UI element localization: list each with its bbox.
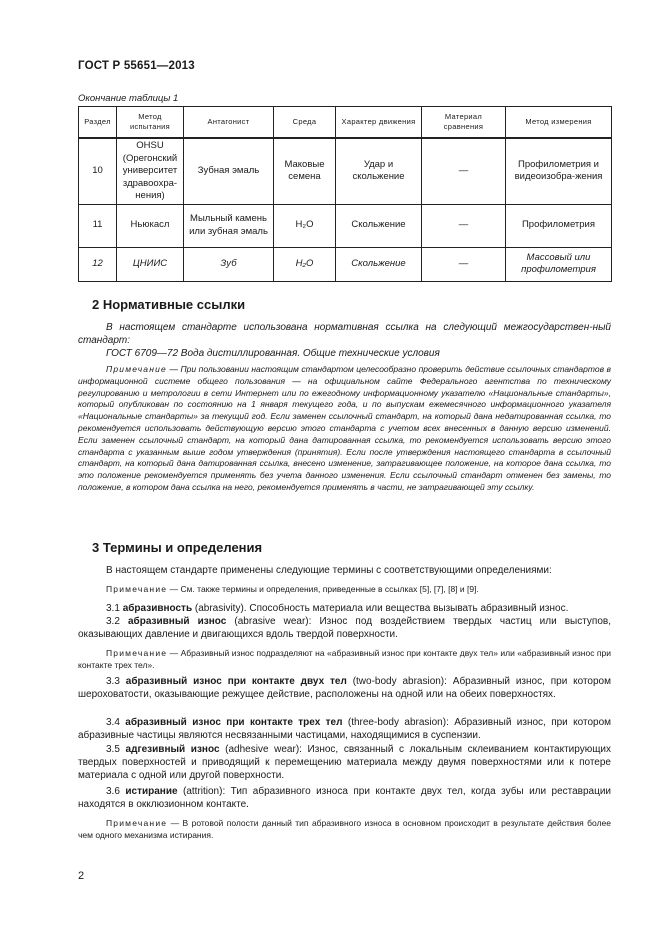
table-cell: 11: [79, 204, 117, 247]
table-cell: OHSU (Орегонский университет здравоохра-нения): [117, 138, 184, 204]
term-number: 3.6: [106, 786, 120, 797]
col-header: Метод испытания: [117, 107, 184, 139]
note-label: Примечание: [106, 364, 167, 374]
col-header: Метод измерения: [506, 107, 612, 139]
document-header: ГОСТ Р 55651—2013: [78, 60, 195, 72]
table-caption: Окончание таблицы 1: [78, 93, 179, 104]
term-number: 3.3: [106, 676, 120, 687]
term: абразивность: [122, 603, 193, 614]
term: абразивный износ: [128, 616, 227, 627]
table-cell: —: [422, 247, 506, 281]
note: [78, 584, 611, 596]
note-label: Примечание: [106, 818, 168, 828]
term-number: 3.5: [106, 744, 120, 755]
note: [78, 364, 611, 494]
table-row: [79, 204, 612, 247]
note: [78, 818, 611, 842]
table-cell: Скольжение: [336, 247, 422, 281]
note-label: Примечание: [106, 584, 168, 594]
table-cell: Удар и скольжение: [336, 138, 422, 204]
term-number: 3.2: [106, 616, 120, 627]
table-cell: —: [422, 204, 506, 247]
table-cell: Скольжение: [336, 204, 422, 247]
note: [78, 648, 611, 672]
definition: (two-body abrasion): Абразивный износ, при котором шероховатости, оказывающие режущее действие, расположены на одной или на обеих поверхностях.: [78, 676, 611, 700]
table-cell: —: [422, 138, 506, 204]
table-cell: Мыльный камень или зубная эмаль: [184, 204, 274, 247]
table-row: [79, 138, 612, 204]
table-cell: Профилометрия и видеоизобра-жения: [506, 138, 612, 204]
definition: (abrasive wear): Износ под воздействием твердых частиц или выступов, оказывающих давление и двигающихся вдоль твердой поверхности.: [78, 616, 611, 640]
note-text: — См. также термины и определения, приведенные в ссылках [5], [7], [8] и [9].: [169, 584, 479, 594]
term: абразивный износ при контакте трех тел: [125, 717, 343, 728]
term-number: 3.4: [106, 717, 120, 728]
definition: (three-body abrasion): Абразивный износ, при котором абразивные частицы являются несвязанными частицами, находящимися в суспензии.: [78, 717, 612, 741]
col-header: Раздел: [79, 107, 117, 139]
page-number: 2: [78, 870, 85, 882]
term-definition: [78, 785, 611, 811]
definition: (abrasivity). Способность материала или вещества вызывать абразивный износ.: [194, 603, 569, 614]
term: абразивный износ при контакте двух тел: [125, 676, 347, 687]
table-cell: Профилометрия: [506, 204, 612, 247]
data-table: [78, 106, 612, 282]
table-cell: 12: [79, 247, 117, 281]
term-definition: [78, 716, 611, 742]
col-header: Среда: [274, 107, 336, 139]
note-text: — Абразивный износ подразделяют на «абразивный износ при контакте двух тел» или «абразивный износ при контакте трех тел».: [78, 648, 611, 670]
table-cell: Зуб: [184, 247, 274, 281]
note-text: — При пользовании настоящим стандартом целесообразно проверить действие ссылочных стандартов в информационной системе общего пользования — на официальном сайте Федерального агентства по техническому регулированию и метрологии в сети Интернет или по ежегодному информационному указателю «Национальные стандарты», который опубликован по состоянию на 1 января текущего года, и по выпускам ежемесячного информационного указателя «Национальные стандарты» за текущий год. Если заменен ссылочный стандарт, на который дана недатированная ссылка, то рекомендуется использовать действующую версию этого стандарта с учетом всех внесенных в данную версию изменений. Если заменен ссылочный стандарт, на который дана датированная ссылка, то рекомендуется использовать версию этого стандарта с указанным выше годом утверждения (принятия). Если после утверждения настоящего стандарта в ссылочный стандарт, на который дана датированная ссылка, внесено изменение, затрагивающее положение, на которое дана ссылка, то это положение рекомендуется применять без учета данного изменения. Если ссылочный стандарт отменен без замены, то положение, в котором дана ссылка на него, рекомендуется применять в части, не затрагивающей эту ссылку.: [78, 364, 611, 492]
table-cell: 10: [79, 138, 117, 204]
table-row: [79, 247, 612, 281]
term-number: 3.1: [106, 603, 120, 614]
note-label: Примечание: [106, 648, 168, 658]
reference: ГОСТ 6709—72 Вода дистиллированная. Общие технические условия: [106, 348, 440, 359]
note-text: — В ротовой полости данный тип абразивного износа в основном происходит в результате действия более чем одного механизма истирания.: [78, 818, 611, 840]
definition: (attrition): Тип абразивного износа при контакте двух тел, когда зубы или реставрации находятся в окклюзионном контакте.: [78, 786, 612, 810]
term-definition: [78, 602, 611, 615]
table-header-row: [79, 107, 612, 139]
section-title: 2 Нормативные ссылки: [92, 297, 246, 312]
term-definition: [78, 743, 611, 782]
table-cell: Массовый или профилометрия: [506, 247, 612, 281]
col-header: Антагонист: [184, 107, 274, 139]
col-header: Материал сравнения: [422, 107, 506, 139]
col-header: Характер движения: [336, 107, 422, 139]
table-cell: Маковые семена: [274, 138, 336, 204]
table-cell: Зубная эмаль: [184, 138, 274, 204]
table-cell: H₂O: [274, 204, 336, 247]
table-cell: Ньюкасл: [117, 204, 184, 247]
table-cell: ЦНИИС: [117, 247, 184, 281]
term-definition: [78, 675, 611, 701]
table-cell: H₂O: [274, 247, 336, 281]
term: адгезивный износ: [125, 744, 220, 755]
term-definition: [78, 615, 611, 641]
section-title: 3 Термины и определения: [92, 540, 263, 555]
definition: (adhesive wear): Износ, связанный с локальным склеиванием контактирующих твердых поверхностей и приводящий к перемещению материала между двумя поверхностями или к потере материала с одной или другой поверхности.: [78, 744, 612, 781]
paragraph: В настоящем стандарте применены следующие термины с соответствующими определениями:: [106, 565, 552, 576]
term: истирание: [125, 786, 178, 797]
paragraph: В настоящем стандарте использована нормативная ссылка на следующий межгосударствен-ный стандарт:: [78, 322, 611, 346]
